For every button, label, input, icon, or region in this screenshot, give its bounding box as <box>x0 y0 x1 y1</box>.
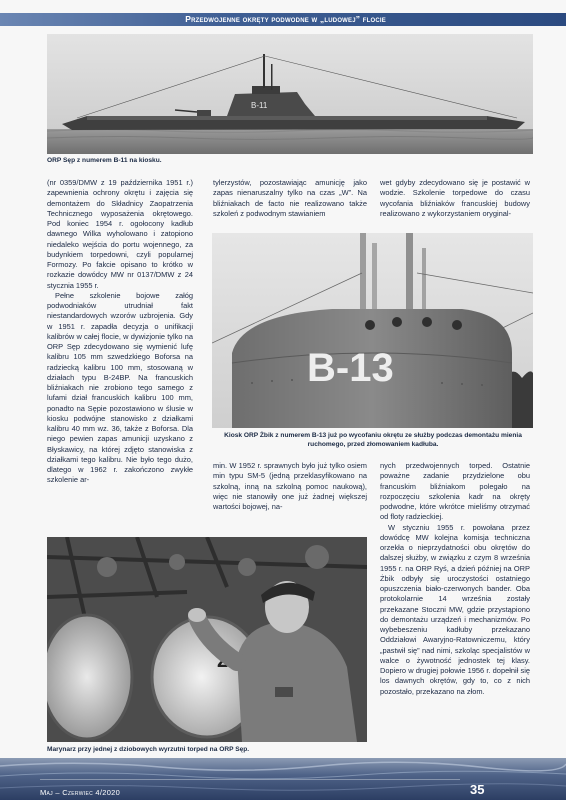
caption-photo-3: Marynarz przy jednej z dziobowych wyrzutni torped na ORP Sęp. <box>47 746 250 753</box>
text-column-1 <box>47 178 193 486</box>
issue-label: Maj – Czerwiec 4/2020 <box>40 788 121 797</box>
text-column-2-top <box>213 178 367 219</box>
text-column-3-top <box>380 178 530 219</box>
column1-paragraph-2: Pełne szkolenie bojowe załóg podwodniaków utrudniał fakt niestandardowych wzorów uzbrojenia. Gdy w 1951 r. zapadła decyzja o unifikacji kalibrów w całej flocie, w dywizjonie tylko na ORP Sęp zdecydowano się wymienić lufę kalibru 105 mm szwedzkiego Boforsa na radziecką kalibru 100 mm, stosowaną w działach typu B-24BP. Na francuskich bliźniakach nie zrobiono tego samego z lufami dział francuskich kalibru 100 mm, ponadto na Sępie pozostawiono w ślusie w kiosku podwójne stanowisko z działkami kalibru 40 mm wz. 36, także z Boforsa. Dla niego pewien zapas amunicji uzyskano z Błyskawicy, na której zdjęto stanowiska z działkami tego kalibru. Nie było tego dużo, dlatego w 1962 r. zakończono zwykłe szkolenie ar- <box>47 290 193 485</box>
caption-photo-2: Kiosk ORP Żbik z numerem B-13 już po wycofaniu okrętu ze służby podczas demontażu mienia ruchomego, przed złomowaniem kadłuba. <box>224 432 522 448</box>
section-header <box>0 13 566 26</box>
svg-text:B-13: B-13 <box>307 346 394 390</box>
column3-top-paragraph: wet gdyby zdecydowano się je postawić w wodzie. Szkolenie torpedowe do czasu wycofania bliźniaków francuskiej budowy realizowano z wykorzystaniem oryginal- <box>380 178 530 218</box>
photo-sailor-torpedo-tubes <box>47 537 367 742</box>
page-number: 35 <box>470 782 485 797</box>
text-column-2-bottom <box>213 461 367 512</box>
column3-bottom-paragraph-1: nych przedwojennych torped. Ostatnie poważne zadanie przydzielone obu francuskim bliźniakom polegało na rozpoczęciu szkolenia kadr na okręty podwodne, które wkrótce mieliśmy otrzymać od floty radzieckiej. <box>380 461 530 522</box>
photo-kiosk-b13 <box>212 233 533 428</box>
caption-photo-1: ORP Sęp z numerem B-11 na kiosku. <box>47 157 162 164</box>
column3-bottom-paragraph-2: W styczniu 1955 r. powołana przez dowódcę MW kolejna komisja techniczna orzekła o nieprzydatności obu okrętów do dalszej służby, w związku z czym 8 września 1955 r. na ORP Ryś, a dzień później na ORP Żbik odbyły się uroczystości ostatniego opuszczenia biało-czerwonych bander. Oba protokolarnie 14 września zostały przekazane Stoczni MW, gdzie przystąpiono do demontażu urządzeń i mechanizmów. Po wybebeszeniu kadłuby przekazano Oddziałowi Awaryjno-Ratowniczemu, który „pastwił się” nad nimi, szkoląc specjalistów w walce o żywotność jednostek tej klasy. Dopiero w drugiej połowie 1956 r. dopełnił się los dawnych okrętów, gdy to, co z nich pozostało, przekazano na złom. <box>380 522 530 696</box>
column2-bottom-paragraph: min. W 1952 r. sprawnych było już tylko osiem min typu SM-5 (jedną przeklasyfikowano na szkolną, inną na szkolną pomoc naukową), więc nie stanowiły one już żadnej większej wartości bojowej, na- <box>213 461 367 511</box>
section-title: Przedwojenne okręty podwodne w „ludowej” flocie <box>185 14 386 24</box>
photo-submarine-b11 <box>47 34 533 154</box>
footer-rule <box>40 779 460 780</box>
svg-text:B-11: B-11 <box>251 101 268 110</box>
text-column-3-bottom <box>380 461 530 697</box>
column2-top-paragraph: tylerzystów, pozostawiając amunicję jako zapas nienaruszalny tylko na czas „W”. Na bliźniakach de facto nie realizowano także szkoleń z podwodnym stawianiem <box>213 178 367 218</box>
column1-paragraph-1: (nr 0359/DMW z 19 października 1951 r.) zapewnienia ochrony okrętu i zajęcia się demontażem do Składnicy Zaopatrzenia Technicznego wyposażenia okrętowego. Pod koniec 1954 r. ogołocony kadłub dawnego Wilka wyholowano i zatopiono niedaleko wejścia do portu wojennego, za budynkiem torpedowni, czyli popularnej Formozy. Po fakcie opisano to krótko w rozkazie dowódcy MW nr 0137/DMW z 24 stycznia 1955 r. <box>47 178 193 290</box>
svg-text:2: 2 <box>217 650 229 672</box>
